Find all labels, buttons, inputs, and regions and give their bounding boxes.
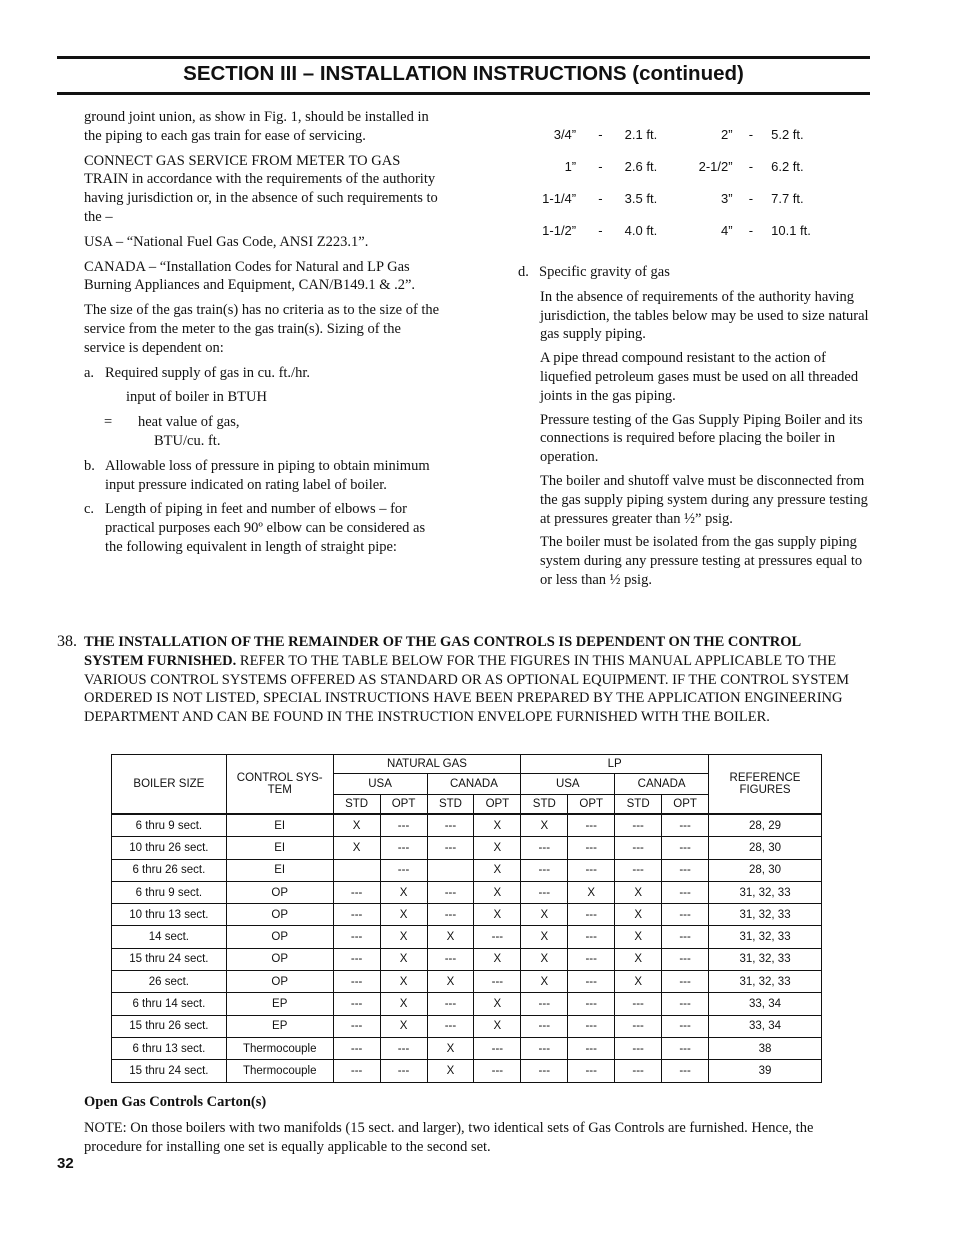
note-text: NOTE: On those boilers with two manifolds (15 sect. and larger), two identical sets of Gas Controls are furnished. Hence, the procedure for installing one set is equally applicable to the second set. xyxy=(84,1120,814,1155)
table-cell: 14 sect. xyxy=(112,926,227,948)
table-cell: X xyxy=(521,904,568,926)
table-cell: --- xyxy=(521,993,568,1015)
equivalent-length: 5.2 ft. xyxy=(771,126,804,142)
table-cell: --- xyxy=(333,904,380,926)
table-cell: --- xyxy=(521,1037,568,1059)
table-cell: 6 thru 26 sect. xyxy=(112,859,227,881)
step-bold-text: THE INSTALLATION OF THE REMAINDER OF THE GAS CONTROLS IS DEPENDENT ON THE CONTROL SYSTEM FURNISHED. xyxy=(84,634,801,669)
header-std: STD xyxy=(333,795,380,815)
table-cell: --- xyxy=(568,859,615,881)
table-cell: X xyxy=(380,1015,427,1037)
equivalent-length: 10.1 ft. xyxy=(771,222,811,238)
table-cell: --- xyxy=(568,993,615,1015)
table-cell: --- xyxy=(333,948,380,970)
table-cell: --- xyxy=(380,1060,427,1082)
table-cell: --- xyxy=(615,1037,662,1059)
step-number: 38. xyxy=(57,633,77,650)
table-cell: 6 thru 9 sect. xyxy=(112,881,227,903)
table-cell: OP xyxy=(226,926,333,948)
table-cell: --- xyxy=(521,881,568,903)
header-opt: OPT xyxy=(474,795,521,815)
table-cell: X xyxy=(380,904,427,926)
table-cell: X xyxy=(333,837,380,859)
table-cell: --- xyxy=(427,814,474,837)
table-cell: --- xyxy=(662,837,709,859)
table-cell: 31, 32, 33 xyxy=(709,971,822,993)
table-cell: Thermocouple xyxy=(226,1037,333,1059)
table-cell: 10 thru 26 sect. xyxy=(112,837,227,859)
table-cell: X xyxy=(568,881,615,903)
table-cell: X xyxy=(474,904,521,926)
header-lp-usa: USA xyxy=(521,774,615,795)
table-cell: 6 thru 14 sect. xyxy=(112,993,227,1015)
table-cell: --- xyxy=(380,814,427,837)
header-boiler-size: BOILER SIZE xyxy=(112,755,227,815)
table-cell: --- xyxy=(427,948,474,970)
table-cell: 39 xyxy=(709,1060,822,1082)
table-cell xyxy=(333,859,380,881)
list-item-b xyxy=(84,457,440,495)
step-text xyxy=(84,633,857,727)
header-ng-canada: CANADA xyxy=(427,774,521,795)
list-item-a xyxy=(84,364,440,383)
table-cell: --- xyxy=(427,993,474,1015)
list-item-c xyxy=(84,500,440,556)
formula-numerator: input of boiler in BTUH xyxy=(126,389,267,406)
table-cell: 28, 29 xyxy=(709,814,822,837)
header-reference-figures: REFERENCE FIGURES xyxy=(709,755,822,815)
table-cell: X xyxy=(615,881,662,903)
table-row xyxy=(112,926,822,948)
list-label: d. xyxy=(518,264,529,280)
paragraph: In the absence of requirements of the authority having jurisdiction, the tables below may be used to size natural gas supply piping. xyxy=(540,288,869,343)
table-cell: 31, 32, 33 xyxy=(709,926,822,948)
equivalent-length: 2.6 ft. xyxy=(624,158,658,174)
table-cell: --- xyxy=(333,993,380,1015)
pipe-size: 1” xyxy=(564,158,577,174)
step-38 xyxy=(57,633,857,727)
table-cell: X xyxy=(474,859,521,881)
table-cell: X xyxy=(427,1060,474,1082)
table-row xyxy=(112,814,822,837)
table-cell: --- xyxy=(615,837,662,859)
header-rule-bottom xyxy=(57,92,870,95)
header-lp-canada: CANADA xyxy=(615,774,709,795)
table-cell: X xyxy=(521,971,568,993)
table-cell: --- xyxy=(333,881,380,903)
step-regular-text: REFER TO THE TABLE BELOW FOR THE FIGURES IN THIS MANUAL APPLICABLE TO THE VARIOUS CONTROL SYSTEMS OFFERED AS STANDARD OR AS OPTIONAL EQUIPMENT. IF THE CONTROL SYSTEM ORDERED IS NOT LISTED, SPECIAL INSTRUCTIONS HAVE BEEN PREPARED BY THE APPLICATION ENGINEERING DEPARTMENT AND CAN BE FOUND IN THE INSTRUCTION ENVELOPE FURNISHED WITH THE BOILER. xyxy=(84,652,850,726)
table-cell: --- xyxy=(380,1037,427,1059)
list-text: Specific gravity of gas xyxy=(539,264,670,280)
table-cell: --- xyxy=(521,837,568,859)
table-cell: EI xyxy=(226,859,333,881)
table-cell: X xyxy=(474,814,521,837)
equivalent-length: 6.2 ft. xyxy=(771,158,804,174)
table-cell: --- xyxy=(568,1060,615,1082)
table-cell: --- xyxy=(662,881,709,903)
dash: - xyxy=(598,190,603,206)
table-cell: --- xyxy=(568,904,615,926)
table-cell: 6 thru 9 sect. xyxy=(112,814,227,837)
table-cell: --- xyxy=(662,1037,709,1059)
table-cell: X xyxy=(521,814,568,837)
table-cell: X xyxy=(380,926,427,948)
table-row xyxy=(112,993,822,1015)
table-cell: --- xyxy=(333,926,380,948)
dash: - xyxy=(598,158,603,174)
table-cell: --- xyxy=(333,1060,380,1082)
table-cell: 6 thru 13 sect. xyxy=(112,1037,227,1059)
table-cell: X xyxy=(615,904,662,926)
elbow-row xyxy=(530,182,830,214)
list-label: b. xyxy=(84,457,95,474)
table-cell: X xyxy=(615,971,662,993)
table-cell: --- xyxy=(662,993,709,1015)
elbow-row xyxy=(530,214,830,246)
table-cell: --- xyxy=(333,1015,380,1037)
table-cell: --- xyxy=(427,837,474,859)
header-opt: OPT xyxy=(662,795,709,815)
list-label: c. xyxy=(84,501,95,518)
table-cell: 28, 30 xyxy=(709,859,822,881)
pipe-size: 1-1/4” xyxy=(542,190,577,206)
paragraph: USA – “National Fuel Gas Code, ANSI Z223.1”. xyxy=(84,233,369,250)
paragraph: ground joint union, as show in Fig. 1, should be installed in the piping to each gas train for ease of servicing. xyxy=(84,109,429,144)
table-cell: --- xyxy=(380,859,427,881)
table-cell: --- xyxy=(427,881,474,903)
header-rule-top xyxy=(57,56,870,59)
right-column xyxy=(518,263,870,595)
table-cell: X xyxy=(427,1037,474,1059)
table-cell: 38 xyxy=(709,1037,822,1059)
table-cell: --- xyxy=(615,1015,662,1037)
table-cell: 33, 34 xyxy=(709,1015,822,1037)
table-cell: --- xyxy=(662,859,709,881)
table-cell: OP xyxy=(226,971,333,993)
table-cell: X xyxy=(427,926,474,948)
table-cell: --- xyxy=(521,1060,568,1082)
table-cell: --- xyxy=(474,1060,521,1082)
table-row xyxy=(112,904,822,926)
elbow-row xyxy=(530,150,830,182)
formula-denominator xyxy=(138,413,440,451)
table-cell: X xyxy=(615,926,662,948)
table-cell: --- xyxy=(474,971,521,993)
paragraph: The size of the gas train(s) has no criteria as to the size of the service from the meter to the gas train(s). Sizing of the service is dependent on: xyxy=(84,302,440,356)
pipe-size: 2” xyxy=(721,126,733,142)
equivalent-length: 2.1 ft. xyxy=(624,126,658,142)
header-control-system: CONTROL SYS-TEM xyxy=(226,755,333,815)
table-cell: --- xyxy=(615,993,662,1015)
header-lp: LP xyxy=(521,755,709,774)
table-cell: X xyxy=(474,948,521,970)
table-cell: OP xyxy=(226,881,333,903)
table-cell: --- xyxy=(568,1015,615,1037)
table-row xyxy=(112,1060,822,1082)
table-cell: --- xyxy=(662,971,709,993)
table-cell: EP xyxy=(226,1015,333,1037)
table-row xyxy=(112,971,822,993)
table-cell: EP xyxy=(226,993,333,1015)
table-cell: --- xyxy=(568,1037,615,1059)
table-cell: --- xyxy=(380,837,427,859)
table-cell: 31, 32, 33 xyxy=(709,948,822,970)
table-cell: --- xyxy=(662,814,709,837)
table-cell: --- xyxy=(427,1015,474,1037)
list-text: Length of piping in feet and number of elbows – for practical purposes each 90º elbow can be considered as the following equivalent in length of straight pipe: xyxy=(105,501,426,555)
formula-equals: = xyxy=(104,414,113,431)
table-cell: 26 sect. xyxy=(112,971,227,993)
formula-denominator-line2: BTU/cu. ft. xyxy=(154,432,221,449)
table-cell: X xyxy=(521,948,568,970)
header-ng-usa: USA xyxy=(333,774,427,795)
table-cell: Thermocouple xyxy=(226,1060,333,1082)
table-cell: --- xyxy=(521,1015,568,1037)
table-cell: 15 thru 24 sect. xyxy=(112,1060,227,1082)
table-cell: X xyxy=(474,881,521,903)
table-cell: EI xyxy=(226,837,333,859)
table-cell: X xyxy=(380,948,427,970)
table-cell: --- xyxy=(662,1015,709,1037)
table-cell: X xyxy=(427,971,474,993)
table-cell: X xyxy=(380,971,427,993)
equivalent-length: 7.7 ft. xyxy=(771,190,804,206)
elbow-equivalent-table xyxy=(530,118,830,246)
table-cell: --- xyxy=(662,1060,709,1082)
formula-denominator-line1: heat value of gas, xyxy=(138,414,240,431)
table-cell: --- xyxy=(615,859,662,881)
left-column xyxy=(84,108,440,563)
table-cell: X xyxy=(615,948,662,970)
list-item-d xyxy=(518,263,870,282)
table-cell: --- xyxy=(662,926,709,948)
table-cell: --- xyxy=(333,971,380,993)
table-cell: 15 thru 24 sect. xyxy=(112,948,227,970)
table-cell: --- xyxy=(662,904,709,926)
table-cell: --- xyxy=(333,1037,380,1059)
table-cell: --- xyxy=(568,926,615,948)
table-cell: 28, 30 xyxy=(709,837,822,859)
table-cell: X xyxy=(333,814,380,837)
elbow-row xyxy=(530,118,830,150)
control-system-table xyxy=(111,754,822,1083)
list-text: Allowable loss of pressure in piping to obtain minimum input pressure indicated on rating label of boiler. xyxy=(105,457,430,493)
table-row xyxy=(112,881,822,903)
header-opt: OPT xyxy=(380,795,427,815)
table-cell: --- xyxy=(568,971,615,993)
table-cell: --- xyxy=(568,837,615,859)
control-table-body xyxy=(112,814,822,1082)
table-cell: --- xyxy=(427,904,474,926)
table-row xyxy=(112,859,822,881)
table-cell: 15 thru 26 sect. xyxy=(112,1015,227,1037)
table-cell xyxy=(427,859,474,881)
dash: - xyxy=(748,190,754,206)
paragraph: A pipe thread compound resistant to the action of liquefied petroleum gases must be used on all threaded joints in the gas piping. xyxy=(540,350,859,404)
dash: - xyxy=(598,222,603,238)
dash: - xyxy=(748,222,754,238)
table-cell: OP xyxy=(226,948,333,970)
page-number: 32 xyxy=(57,1155,74,1172)
list-label: a. xyxy=(84,364,95,381)
header-std: STD xyxy=(427,795,474,815)
paragraph: The boiler and shutoff valve must be disconnected from the gas supply piping system during any pressure testing at pressures greater than ½” psig. xyxy=(540,472,868,527)
table-row xyxy=(112,948,822,970)
subsection-title: Open Gas Controls Carton(s) xyxy=(84,1094,267,1110)
pipe-size: 4” xyxy=(721,222,733,238)
table-cell: --- xyxy=(662,948,709,970)
table-cell: 31, 32, 33 xyxy=(709,904,822,926)
table-cell: X xyxy=(521,926,568,948)
table-cell: EI xyxy=(226,814,333,837)
dash: - xyxy=(748,158,754,174)
table-row xyxy=(112,1037,822,1059)
table-cell: --- xyxy=(568,948,615,970)
header-opt: OPT xyxy=(568,795,615,815)
table-cell: X xyxy=(380,993,427,1015)
dash: - xyxy=(598,126,603,142)
table-cell: OP xyxy=(226,904,333,926)
table-cell: 31, 32, 33 xyxy=(709,881,822,903)
formula-denominator-row xyxy=(84,413,440,451)
equivalent-length: 3.5 ft. xyxy=(624,190,658,206)
pipe-size: 2-1/2” xyxy=(698,158,733,174)
table-cell: --- xyxy=(615,814,662,837)
table-cell: 10 thru 13 sect. xyxy=(112,904,227,926)
pipe-size: 1-1/2” xyxy=(542,222,577,238)
header-std: STD xyxy=(615,795,662,815)
table-cell: --- xyxy=(615,1060,662,1082)
pipe-size: 3” xyxy=(721,190,733,206)
paragraph: The boiler must be isolated from the gas supply piping system during any pressure testing at pressures equal to or less than ½ psig. xyxy=(540,534,863,588)
table-cell: X xyxy=(474,837,521,859)
table-row xyxy=(112,1015,822,1037)
table-cell: X xyxy=(380,881,427,903)
pipe-size: 3/4” xyxy=(553,126,577,142)
header-std: STD xyxy=(521,795,568,815)
paragraph: CONNECT GAS SERVICE FROM METER TO GAS TRAIN in accordance with the requirements of the authority having jurisdiction or, in the absence of such requirements to the – xyxy=(84,152,438,225)
paragraph: CANADA – “Installation Codes for Natural and LP Gas Burning Appliances and Equipment, CAN/B149.1 & .2”. xyxy=(84,258,416,294)
table-cell: 33, 34 xyxy=(709,993,822,1015)
table-cell: --- xyxy=(474,926,521,948)
paragraph: Pressure testing of the Gas Supply Piping Boiler and its connections is required before placing the boiler in operation. xyxy=(540,411,863,466)
table-cell: X xyxy=(474,993,521,1015)
equivalent-length: 4.0 ft. xyxy=(624,222,658,238)
dash: - xyxy=(748,126,754,142)
header-natural-gas: NATURAL GAS xyxy=(333,755,521,774)
table-row xyxy=(112,837,822,859)
table-cell: X xyxy=(474,1015,521,1037)
table-cell: --- xyxy=(521,859,568,881)
page-title: SECTION III – INSTALLATION INSTRUCTIONS (continued) xyxy=(183,62,744,85)
table-cell: --- xyxy=(568,814,615,837)
list-text: Required supply of gas in cu. ft./hr. xyxy=(105,364,310,381)
table-cell: --- xyxy=(474,1037,521,1059)
